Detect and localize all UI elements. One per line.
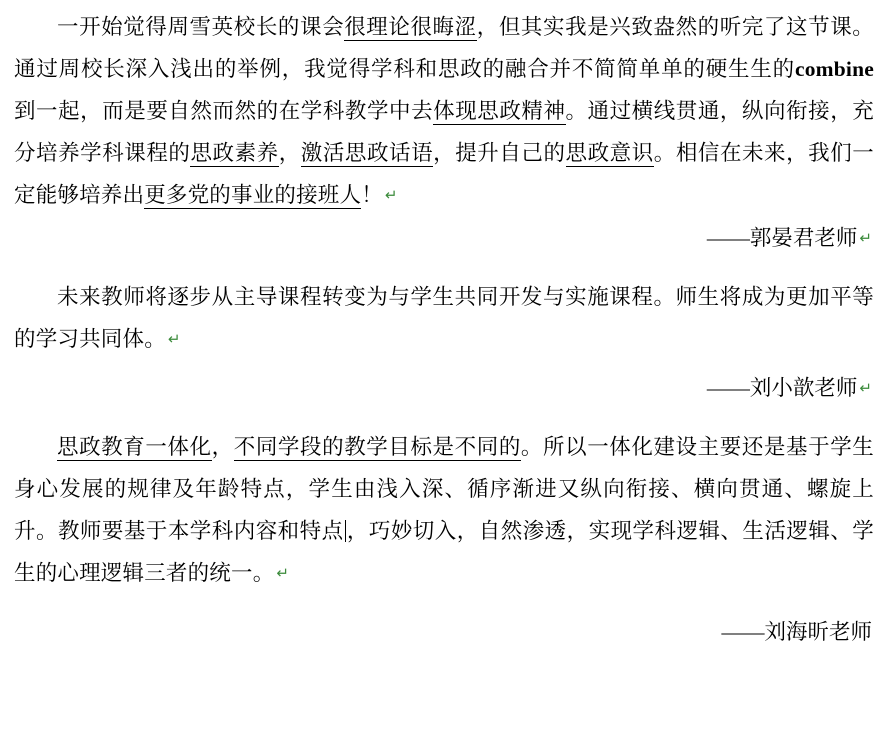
text-run: 。通过横线贯通，纵向衔接，充分培养学科课程的 <box>14 99 874 165</box>
underlined-text-run: 思政素养 <box>190 141 279 165</box>
text-run: ，提升自己的 <box>433 141 566 165</box>
underlined-text-run: 思政意识 <box>565 141 654 165</box>
text-run: ，但其实我是兴致盎然的听完了这节课。通过周校长深入浅出的举例，我觉得学科和思政的融合并不简简单单的硬生生的 <box>14 15 874 81</box>
paragraph-mark-icon: ↵ <box>167 331 181 348</box>
paragraph-2 <box>14 276 874 361</box>
text-run: 。所以一体化建设主要还是基于学生身心发展的规律及年龄特点，学生由浅入深、循序渐进又纵向衔接、横向贯通、螺旋上升。教师要基于本学科内容和特点 <box>14 435 874 543</box>
underlined-text-run: 思政教育一体化 <box>57 435 212 459</box>
text-run: 。相信在未来，我们一定能够培养出 <box>14 141 874 207</box>
text-run: ， <box>211 435 234 459</box>
latin-text-run: combine <box>794 57 874 81</box>
attribution-2 <box>14 367 874 410</box>
paragraph-3 <box>14 426 874 595</box>
attribution-text: ——郭晏君老师 <box>706 226 858 250</box>
text-run: ！ <box>361 183 383 207</box>
attribution-1 <box>14 217 874 260</box>
paragraph-mark-icon: ↵ <box>384 187 398 204</box>
spacer <box>14 410 874 426</box>
text-run: ， <box>278 141 301 165</box>
spacer <box>14 260 874 276</box>
spacer <box>14 595 874 611</box>
underlined-text-run: 很理论很晦涩 <box>344 15 477 39</box>
text-run: 到一起，而是要自然而然的在学科教学中去 <box>14 99 434 123</box>
attribution-3 <box>14 611 874 653</box>
paragraph-mark-icon: ↵ <box>276 565 290 582</box>
text-run: 未来教师将逐步从主导课程转变为与学生共同开发与实施课程。师生将成为更加平等的学习共同体。 <box>14 285 874 351</box>
underlined-text-run: 不同学段的教学目标是不同的 <box>233 435 521 459</box>
paragraph-mark-icon: ↵ <box>859 230 872 247</box>
attribution-text: ——刘海昕老师 <box>721 620 872 644</box>
attribution-text: ——刘小歆老师 <box>706 376 858 400</box>
underlined-text-run: 更多党的事业的接班人 <box>144 183 362 207</box>
underlined-text-run: 体现思政精神 <box>433 99 566 123</box>
text-run: 一开始觉得周雪英校长的课会 <box>57 15 345 39</box>
text-run: ，巧妙切入，自然渗透，实现学科逻辑、生活逻辑、学生的心理逻辑三者的统一。 <box>14 519 874 585</box>
underlined-text-run: 激活思政话语 <box>300 141 434 165</box>
paragraph-1 <box>14 6 874 217</box>
text-cursor <box>345 520 346 542</box>
paragraph-mark-icon: ↵ <box>859 380 872 397</box>
